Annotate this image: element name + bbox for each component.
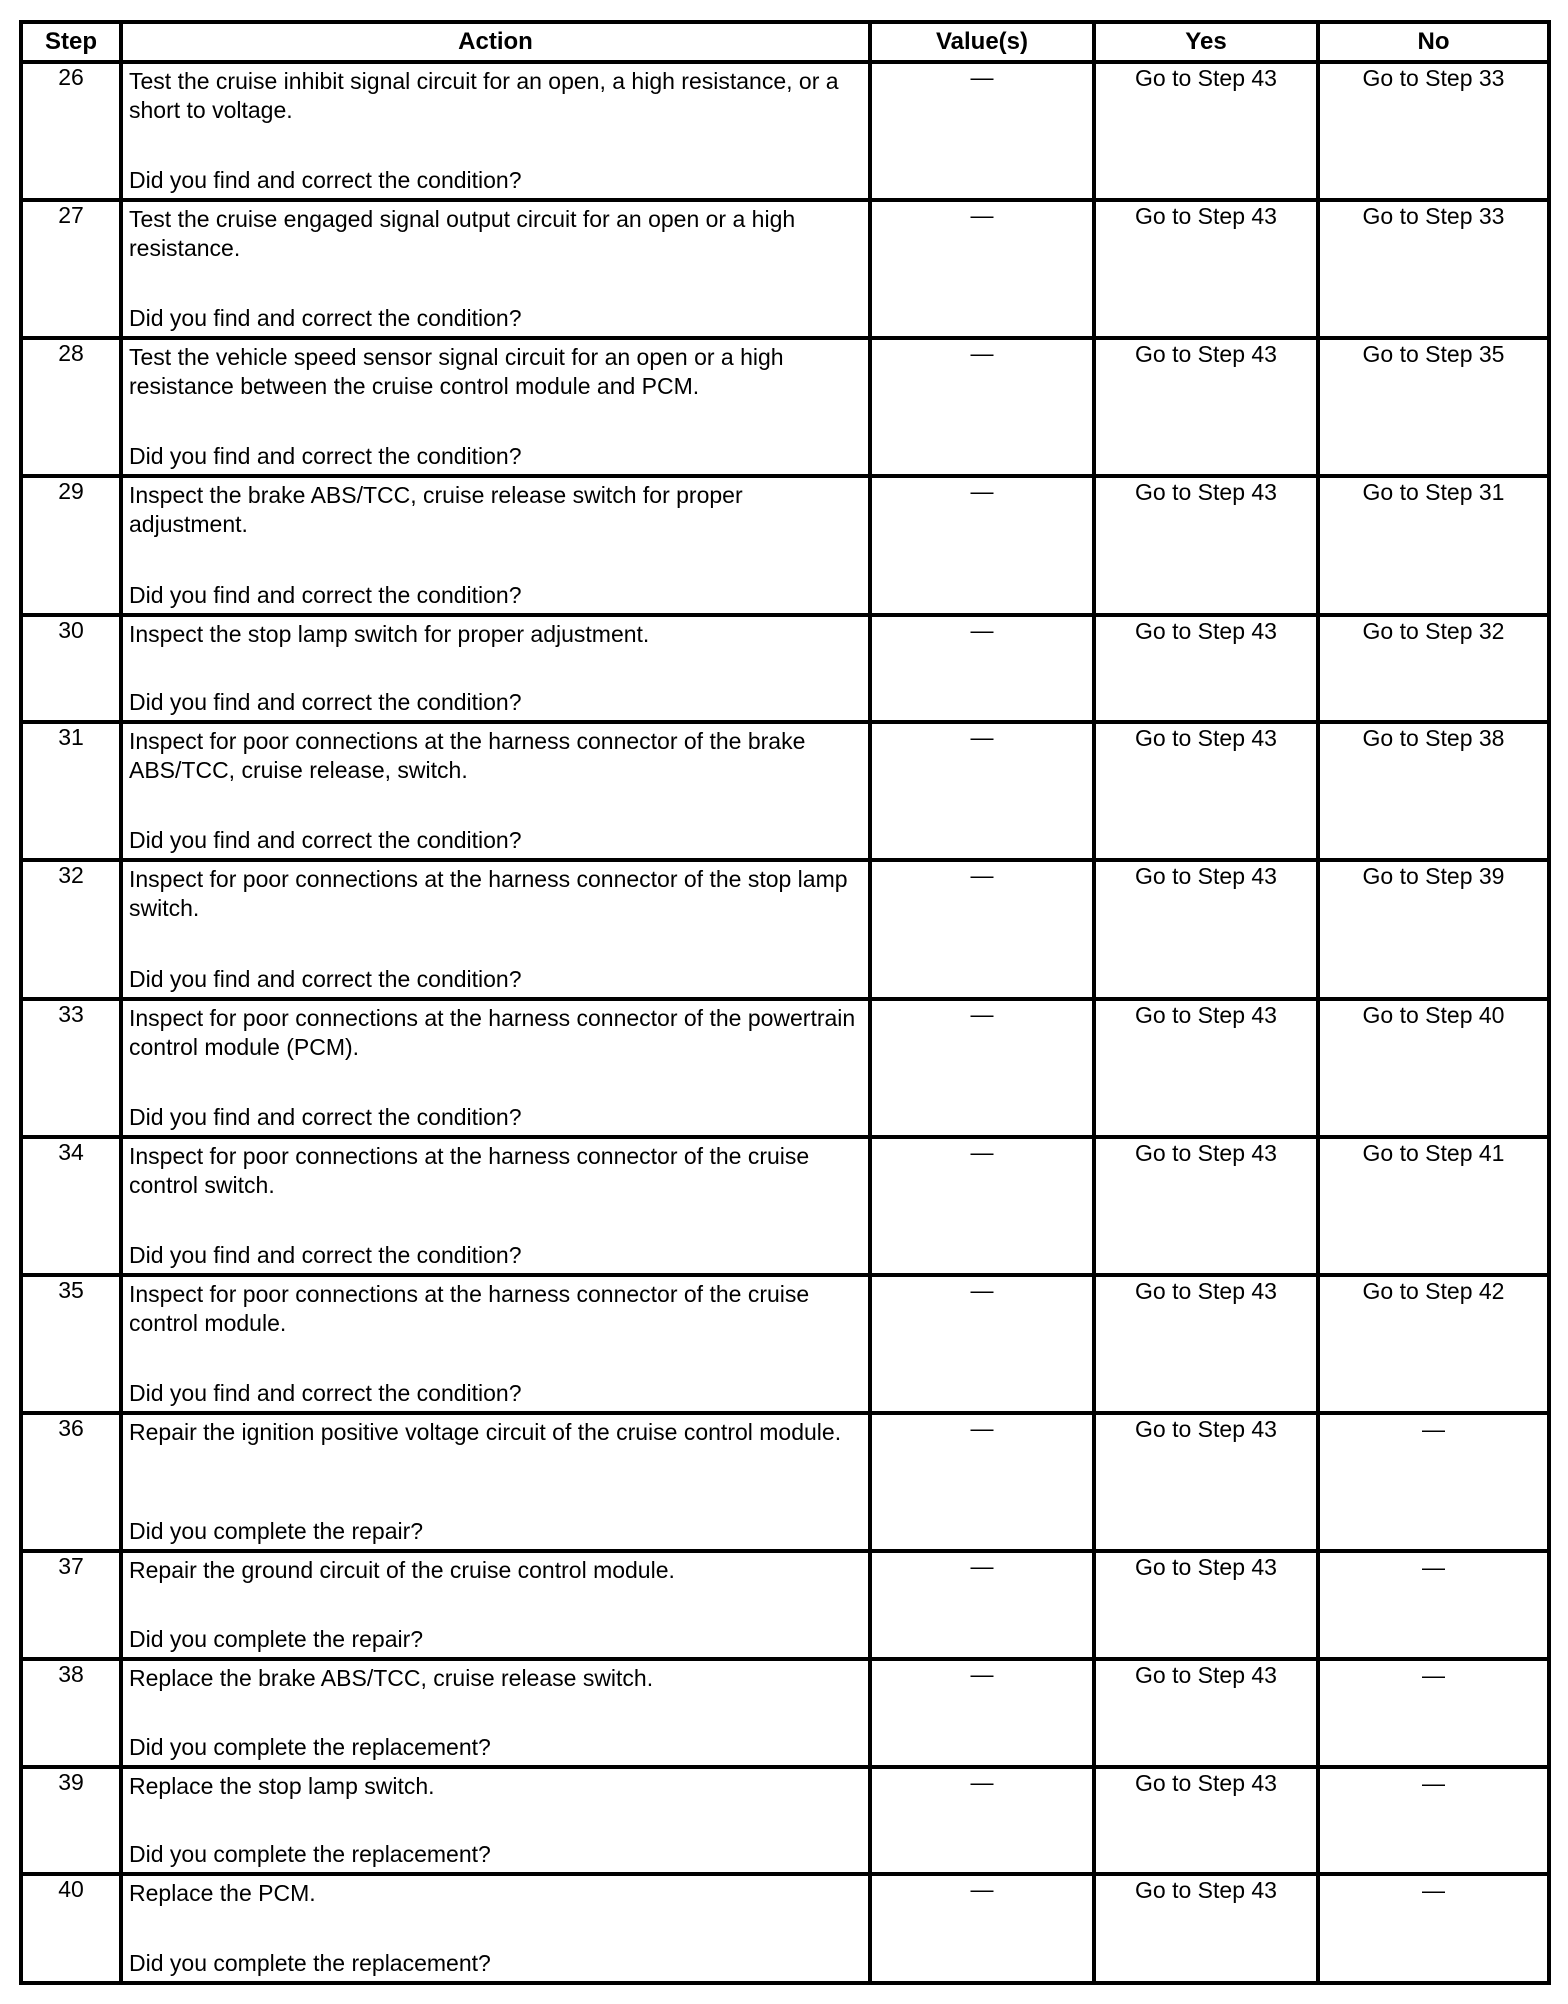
step-number: 31 [21,722,121,860]
yes-cell [1094,999,1318,1137]
action-question: Did you find and correct the condition? [129,443,522,470]
action-text: Repair the ground circuit of the cruise control module. [129,1557,675,1584]
table-row [21,1551,1549,1659]
value-cell: — [870,200,1094,338]
no-answer: — [1422,1416,1445,1443]
yes-answer: Go to Step 43 [1135,1877,1277,1904]
action-question: Did you complete the repair? [129,1518,424,1545]
table-row [21,338,1549,476]
yes-answer: Go to Step 43 [1135,65,1277,91]
action-question: Did you find and correct the condition? [129,1103,522,1130]
yes-answer: Go to Step 43 [1135,341,1277,368]
yes-cell [1094,1659,1318,1767]
action-text: Test the vehicle speed sensor signal circuit for an open or a high resistance between the cruise control module and PCM. [129,344,784,400]
step-number: 36 [21,1413,121,1551]
step-number: 38 [21,1659,121,1767]
table-row [21,1413,1549,1551]
action-text: Replace the brake ABS/TCC, cruise release switch. [129,1664,654,1691]
no-cell [1318,1275,1549,1413]
table-row [21,200,1549,338]
action-question: Did you find and correct the condition? [129,689,522,716]
yes-cell [1094,1767,1318,1875]
action-question: Did you find and correct the condition? [129,581,522,608]
step-number: 34 [21,1137,121,1275]
action-question: Did you complete the repair? [129,1625,424,1652]
step-number: 39 [21,1767,121,1875]
table-row [21,1874,1549,1983]
no-answer: Go to Step 33 [1362,65,1505,91]
yes-answer: Go to Step 43 [1135,1277,1277,1304]
step-number: 26 [21,62,121,200]
action-text: Inspect the brake ABS/TCC, cruise release switch for proper adjustment. [129,482,743,538]
step-number: 40 [21,1874,121,1983]
value-cell: — [870,1659,1094,1767]
action-cell [121,338,870,476]
action-text: Inspect the stop lamp switch for proper adjustment. [129,620,650,647]
no-cell [1318,200,1549,338]
header-values: Value(s) [870,22,1094,62]
yes-answer: Go to Step 43 [1135,1416,1277,1443]
table-row [21,62,1549,200]
action-cell [121,62,870,200]
action-cell [121,476,870,614]
value-cell: — [870,1551,1094,1659]
yes-cell [1094,1551,1318,1659]
step-number: 28 [21,338,121,476]
no-answer: — [1422,1554,1445,1581]
value-cell: — [870,1767,1094,1875]
step-number: 29 [21,476,121,614]
no-cell [1318,860,1549,998]
no-cell [1318,999,1549,1137]
action-text: Inspect for poor connections at the harness connector of the brake ABS/TCC, cruise release, switch. [129,728,806,784]
action-cell [121,1275,870,1413]
header-no: No [1318,22,1549,62]
no-answer: Go to Step 38 [1362,725,1505,752]
yes-cell [1094,860,1318,998]
yes-cell [1094,615,1318,723]
no-cell [1318,1551,1549,1659]
action-cell [121,200,870,338]
action-cell [121,1767,870,1875]
no-answer: Go to Step 31 [1362,479,1505,506]
header-yes: Yes [1094,22,1318,62]
yes-answer: Go to Step 43 [1135,203,1277,230]
header-row [21,22,1549,62]
action-question: Did you find and correct the condition? [129,827,522,854]
action-text: Replace the PCM. [129,1880,316,1907]
no-answer: Go to Step 41 [1362,1139,1505,1166]
table-row [21,1137,1549,1275]
action-text: Test the cruise inhibit signal circuit for an open, a high resistance, or a short to voltage. [129,68,839,123]
action-cell [121,1659,870,1767]
table-row [21,615,1549,723]
action-text: Inspect for poor connections at the harness connector of the cruise control switch. [129,1142,810,1198]
value-cell: — [870,1874,1094,1983]
action-question: Did you find and correct the condition? [129,1380,522,1407]
step-number: 37 [21,1551,121,1659]
no-answer: Go to Step 42 [1362,1277,1505,1304]
yes-cell [1094,62,1318,200]
no-answer: Go to Step 35 [1362,341,1505,368]
action-cell [121,1413,870,1551]
action-text: Repair the ignition positive voltage circuit of the cruise control module. [129,1419,842,1446]
action-cell [121,860,870,998]
table-row [21,1275,1549,1413]
action-cell [121,1551,870,1659]
yes-cell [1094,1137,1318,1275]
yes-cell [1094,1275,1318,1413]
action-text: Inspect for poor connections at the harness connector of the powertrain control module (PCM). [129,1004,856,1060]
action-text: Test the cruise engaged signal output circuit for an open or a high resistance. [129,206,796,262]
no-answer: Go to Step 39 [1362,863,1505,890]
action-question: Did you find and correct the condition? [129,305,522,332]
no-cell [1318,1137,1549,1275]
action-question: Did you complete the replacement? [129,1950,491,1976]
value-cell: — [870,62,1094,200]
no-cell [1318,1659,1549,1767]
no-cell [1318,722,1549,860]
step-number: 33 [21,999,121,1137]
value-cell: — [870,1137,1094,1275]
yes-answer: Go to Step 43 [1135,617,1277,644]
step-number: 35 [21,1275,121,1413]
action-question: Did you complete the replacement? [129,1733,491,1760]
value-cell: — [870,999,1094,1137]
no-answer: Go to Step 33 [1362,203,1505,230]
header-step: Step [21,22,121,62]
no-cell [1318,1874,1549,1983]
action-question: Did you find and correct the condition? [129,167,522,194]
value-cell: — [870,338,1094,476]
yes-cell [1094,1874,1318,1983]
table-row [21,476,1549,614]
value-cell: — [870,615,1094,723]
no-cell [1318,615,1549,723]
yes-cell [1094,338,1318,476]
action-question: Did you find and correct the condition? [129,965,522,992]
action-question: Did you complete the replacement? [129,1841,491,1868]
action-cell [121,615,870,723]
no-answer: — [1422,1661,1445,1688]
action-question: Did you find and correct the condition? [129,1241,522,1268]
no-answer: Go to Step 40 [1362,1001,1505,1028]
table-row [21,860,1549,998]
action-text: Replace the stop lamp switch. [129,1772,435,1799]
yes-answer: Go to Step 43 [1135,1554,1277,1581]
action-text: Inspect for poor connections at the harness connector of the stop lamp switch. [129,866,848,922]
action-cell [121,1137,870,1275]
diagnostic-table [19,20,1551,1985]
yes-answer: Go to Step 43 [1135,479,1277,506]
value-cell: — [870,1275,1094,1413]
step-number: 30 [21,615,121,723]
action-text: Inspect for poor connections at the harness connector of the cruise control module. [129,1280,810,1336]
yes-cell [1094,722,1318,860]
yes-cell [1094,1413,1318,1551]
value-cell: — [870,722,1094,860]
no-cell [1318,62,1549,200]
yes-answer: Go to Step 43 [1135,1139,1277,1166]
table-row [21,999,1549,1137]
action-cell [121,722,870,860]
value-cell: — [870,860,1094,998]
yes-answer: Go to Step 43 [1135,725,1277,752]
table-row [21,1659,1549,1767]
table-row [21,1767,1549,1875]
yes-answer: Go to Step 43 [1135,1769,1277,1796]
step-number: 32 [21,860,121,998]
action-cell [121,999,870,1137]
step-number: 27 [21,200,121,338]
yes-cell [1094,200,1318,338]
value-cell: — [870,1413,1094,1551]
no-answer: — [1422,1877,1445,1904]
yes-cell [1094,476,1318,614]
no-cell [1318,476,1549,614]
yes-answer: Go to Step 43 [1135,1661,1277,1688]
table-row [21,722,1549,860]
no-answer: Go to Step 32 [1362,617,1505,644]
no-cell [1318,338,1549,476]
yes-answer: Go to Step 43 [1135,1001,1277,1028]
no-cell [1318,1767,1549,1875]
no-answer: — [1422,1769,1445,1796]
action-cell [121,1874,870,1983]
header-action: Action [121,22,870,62]
value-cell: — [870,476,1094,614]
no-cell [1318,1413,1549,1551]
yes-answer: Go to Step 43 [1135,863,1277,890]
